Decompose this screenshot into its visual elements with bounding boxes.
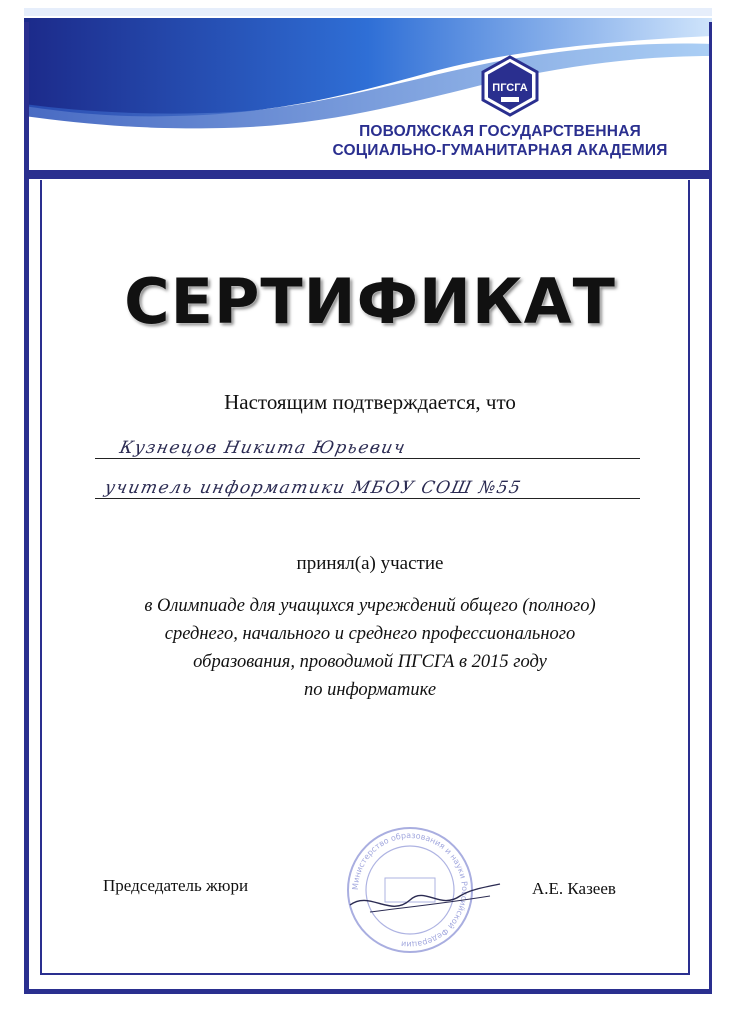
position-underline [95,498,640,499]
confirm-text: Настоящим подтверждается, что [224,390,516,414]
took-part-text: принял(а) участие [296,553,444,574]
logo-text: ПГСГА [492,82,528,94]
academy-name-line1: ПОВОЛЖСКАЯ ГОСУДАРСТВЕННАЯ [359,123,641,140]
description-line: по информатике [303,680,437,700]
description-line: образования, проводимой ПГСГА в 2015 году [193,652,547,672]
recipient-name: Кузнецов Никита Юрьевич [117,438,409,458]
header-rule [24,170,712,179]
certificate-title: СЕРТИФИКАТ [124,265,616,338]
chair-label: Председатель жюри [103,876,249,895]
academy-name [330,122,670,160]
chair-signature [330,870,520,930]
academy-name-line2: СОЦИАЛЬНО-ГУМАНИТАРНАЯ АКАДЕМИЯ [332,142,668,159]
recipient-position: учитель информатики МБОУ СОШ №55 [102,478,524,498]
description-line: в Олимпиаде для учащихся учреждений общего (полного) [144,596,596,616]
name-underline [95,458,640,459]
event-description [80,592,660,704]
seal-text: Министерство образования и науки Российской Федерации [350,830,470,950]
description-line: среднего, начального и среднего профессионального [164,624,576,644]
academy-emblem-icon [479,55,541,117]
chair-name: А.Е. Казеев [532,879,616,898]
